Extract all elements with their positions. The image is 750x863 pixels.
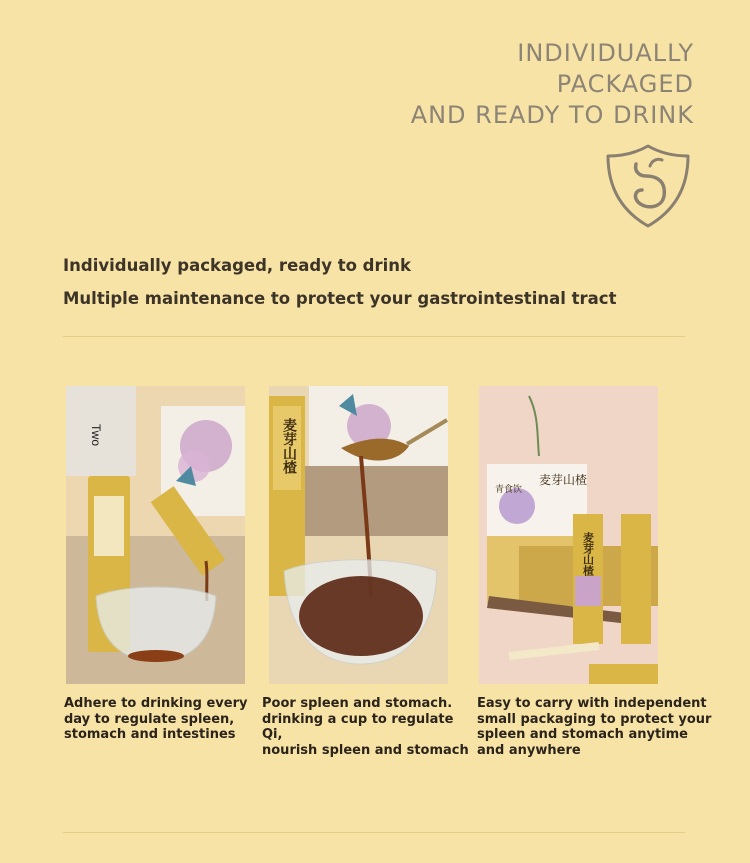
caption-3 [477, 696, 717, 758]
photo-stick-label: 麦芽山楂 [281, 418, 297, 474]
caption-2-line-3: nourish spleen and stomach [262, 742, 469, 758]
hero-line-2: PACKAGED [556, 70, 694, 98]
caption-2 [262, 696, 472, 758]
caption-2-line-1: Poor spleen and stomach. [262, 696, 453, 711]
photo-spoon-illustration [269, 386, 448, 684]
photo-product-illustration [479, 386, 658, 684]
photo-spoon [269, 386, 448, 684]
caption-3-line-4: and anywhere [477, 742, 581, 758]
caption-3-line-2: small packaging to protect your [477, 711, 712, 727]
subtitle-line-1: Individually packaged, ready to drink [63, 256, 411, 275]
caption-1-line-3: stomach and intestines [64, 727, 236, 742]
subtitle-line-2: Multiple maintenance to protect your gastrointestinal tract [63, 289, 617, 308]
photo-overlay-text: Two [89, 424, 103, 447]
caption-1-line-1: Adhere to drinking every [64, 696, 248, 711]
photo-product [479, 386, 658, 684]
caption-3-line-1: Easy to carry with independent [477, 696, 707, 711]
hero-line-1: INDIVIDUALLY [517, 39, 694, 67]
photo-pouring-illustration [66, 386, 245, 684]
hero-title [411, 38, 694, 131]
stomach-shield-icon [600, 138, 696, 234]
divider-top [63, 336, 685, 337]
caption-1-line-2: day to regulate spleen, [64, 711, 235, 727]
hero-line-3: AND READY TO DRINK [410, 101, 694, 129]
caption-3-line-3: spleen and stomach anytime [477, 727, 688, 742]
photo-stick-label-3: 麦芽山楂 [581, 532, 595, 576]
caption-2-line-2: drinking a cup to regulate Qi, [262, 711, 454, 742]
caption-1 [64, 696, 274, 743]
photo-pouring [66, 386, 245, 684]
photo-box-label: 麦芽山楂 [539, 473, 588, 487]
divider-bottom [63, 832, 685, 833]
photo-box-brand: 青食饮 [495, 485, 523, 495]
